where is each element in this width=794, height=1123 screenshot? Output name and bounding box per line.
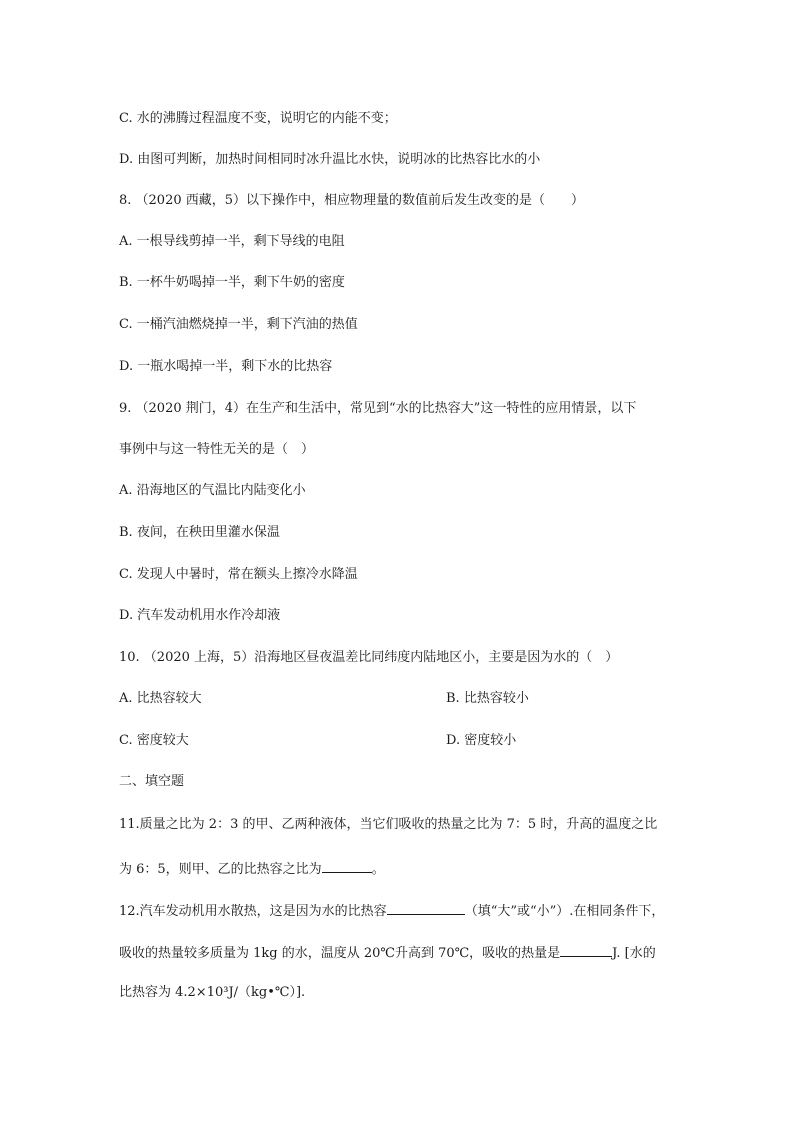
q10-option-d: D. 密度较小 (446, 733, 517, 748)
q10-option-c: C. 密度较大 (119, 733, 189, 748)
q12-answer-blank-1 (387, 900, 465, 915)
q12-line1 (119, 900, 664, 921)
q8-option-d: D. 一瓶水喝掉一半，剩下水的比热容 (119, 359, 333, 374)
q7-option-d: D. 由图可判断，加热时间相同时冰升温比水快，说明冰的比热容比水的小 (119, 152, 541, 167)
q11-line1: 11.质量之比为 2：3 的甲、乙两种液体，当它们吸收的热量之比为 7：5 时，升高的温度之比 (119, 817, 658, 832)
q9-option-d: D. 汽车发动机用水作冷却液 (119, 608, 281, 623)
q12-answer-blank-2 (560, 942, 612, 957)
q9-stem-line2: 事例中与这一特性无关的是（ ） (119, 442, 315, 457)
q12-line1-text: 12.汽车发动机用水散热，这是因为水的比热容 (119, 904, 387, 919)
q12-line2 (119, 942, 656, 963)
q9-stem-line1: 9. （2020 荆门，4）在生产和生活中，常见到“水的比热容大”这一特性的应用情景，以下 (119, 401, 637, 416)
q9-option-a: A. 沿海地区的气温比内陆变化小 (119, 483, 306, 498)
q8-option-a: A. 一根导线剪掉一半，剩下导线的电阻 (119, 234, 345, 249)
q9-option-c: C. 发现人中暑时，常在额头上擦冷水降温 (119, 567, 358, 582)
q10-option-b: B. 比热容较小 (446, 691, 529, 706)
q12-line2-end: J. [水的 (612, 946, 656, 961)
q11-answer-blank (322, 858, 372, 873)
q9-option-b: B. 夜间，在秧田里灌水保温 (119, 525, 280, 540)
q8-stem: 8. （2020 西藏，5）以下操作中，相应物理量的数值前后发生改变的是（ ） (119, 193, 585, 208)
q11-line2-end: 。 (371, 862, 385, 877)
q8-option-c: C. 一桶汽油燃烧掉一半，剩下汽油的热值 (119, 317, 358, 332)
q8-option-b: B. 一杯牛奶喝掉一半，剩下牛奶的密度 (119, 275, 345, 290)
q10-stem: 10. （2020 上海，5）沿海地区昼夜温差比同纬度内陆地区小，主要是因为水的（ ） (119, 650, 619, 665)
q10-option-a: A. 比热容较大 (119, 691, 202, 706)
q7-option-c: C. 水的沸腾过程温度不变，说明它的内能不变； (119, 111, 397, 126)
q11-line2 (119, 858, 385, 879)
q12-line3: 比热容为 4.2×10³J/（kg•℃）]. (119, 985, 306, 1000)
q11-line2-text: 为 6：5，则甲、乙的比热容之比为 (119, 862, 322, 877)
q12-line2-text: 吸收的热量较多质量为 1kg 的水，温度从 20℃升高到 70℃，吸收的热量是 (119, 946, 561, 961)
section-title-fill-in: 二、填空题 (119, 774, 185, 789)
q12-line1-end: （填“大”或“小”）.在相同条件下， (464, 904, 665, 919)
